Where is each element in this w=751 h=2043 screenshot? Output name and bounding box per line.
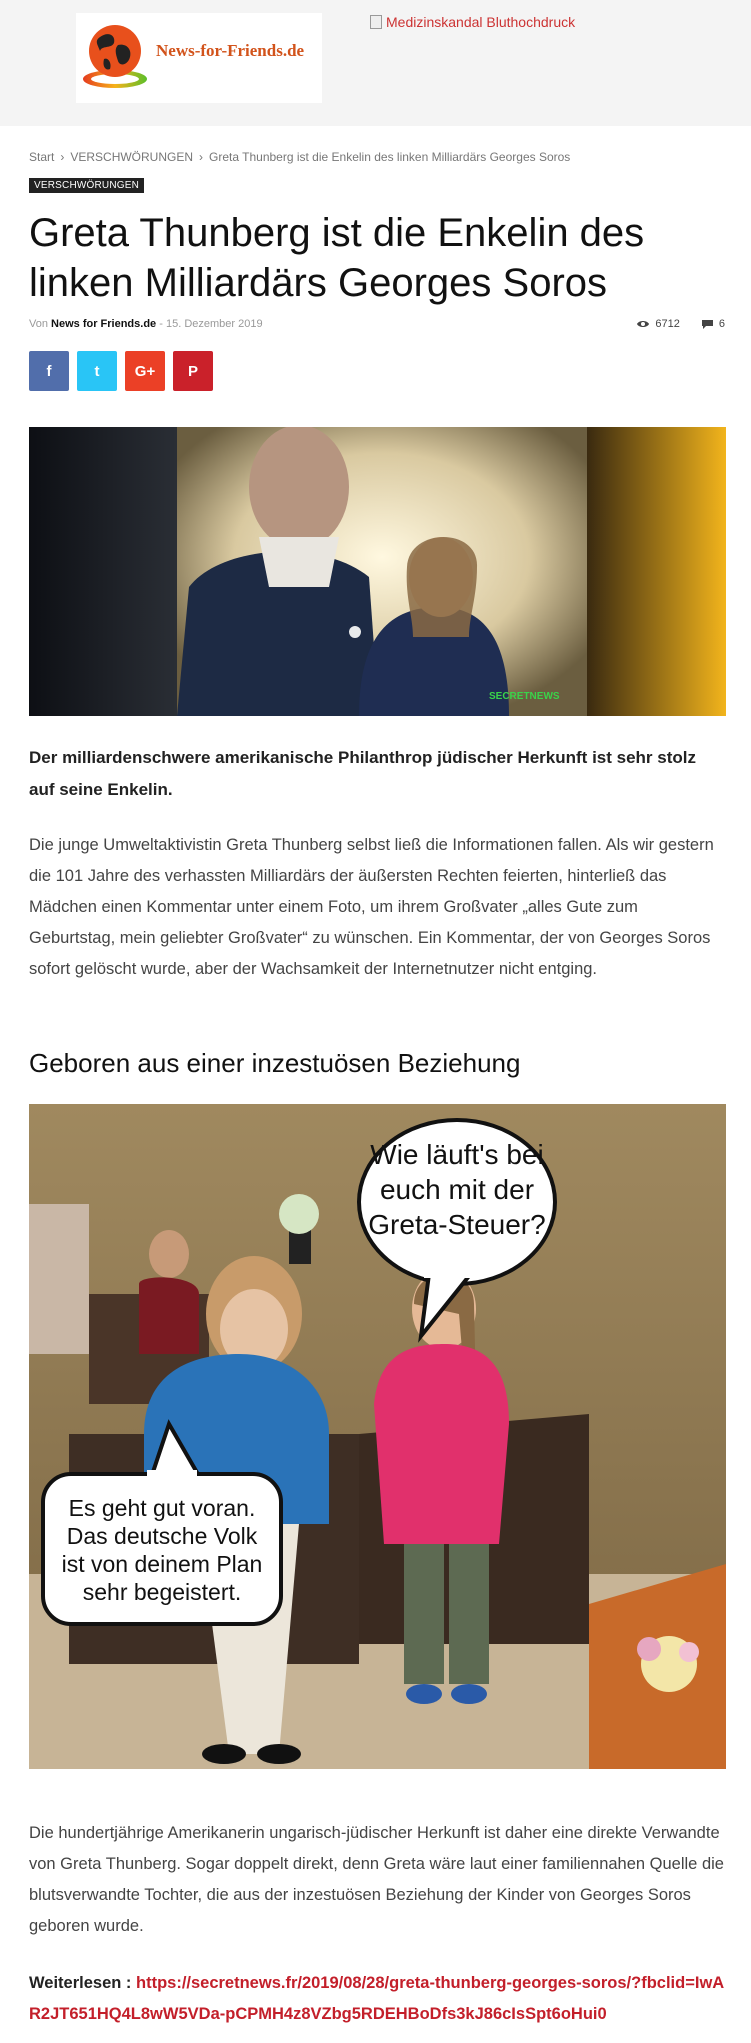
read-more (29, 1968, 726, 2030)
read-more-link[interactable]: https://secretnews.fr/2019/08/28/greta-thunberg-georges-soros/?fbclid=IwAR2JT651HQ4L8wW5VDa-pCPMH4z8VZbg5RDEHBoDfs3kJ86cIsSpt6oHui0 (29, 1974, 725, 2023)
by-label: Von (29, 318, 48, 330)
facebook-icon: f (46, 362, 52, 380)
facebook-share-button[interactable] (29, 351, 69, 391)
meme-bubble-bottom-line-4: sehr begeistert. (82, 1579, 242, 1605)
googleplus-icon: G+ (134, 362, 156, 380)
meme-bubble-top-line-1: Wie läuft's bei (370, 1139, 544, 1170)
comment-icon (702, 319, 714, 329)
category-badge[interactable]: VERSCHWÖRUNGEN (29, 178, 144, 193)
googleplus-share-button[interactable] (125, 351, 165, 391)
date-separator: - (159, 318, 163, 330)
twitter-icon: t (94, 362, 100, 380)
meme-bubble-top-line-2: euch mit der (379, 1174, 535, 1205)
globe-logo-icon (80, 21, 150, 91)
breadcrumb-current: Greta Thunberg ist die Enkelin des linken Milliardärs Georges Soros (209, 150, 571, 164)
logo-text: News-for-Friends.de (156, 41, 305, 60)
meme-bubble-bottom-line-1: Es geht gut voran. (68, 1495, 256, 1521)
views-count: 6712 (655, 318, 680, 330)
eye-icon (636, 319, 650, 329)
article-stats (636, 318, 725, 330)
comments-stat[interactable] (702, 318, 725, 330)
publish-date: 15. Dezember 2019 (165, 318, 263, 330)
share-buttons (29, 351, 213, 391)
breadcrumb-start[interactable]: Start (29, 150, 55, 164)
article-lead: Der milliardenschwere amerikanische Philanthrop jüdischer Herkunft ist sehr stolz auf seine Enkelin. (29, 748, 696, 799)
chevron-right-icon: › (60, 150, 65, 164)
article-paragraph-2: Die hundertjährige Amerikanerin ungarisch-jüdischer Herkunft ist daher eine direkte Verwandte von Greta Thunberg. Sogar doppelt direkt, denn Greta wäre laut einer familiennahen Quelle die blutsverwandte Tochter, die aus der inzestuösen Beziehung der Kinder von Georges Soros geboren wurde. (29, 1824, 724, 1935)
hero-image (29, 427, 726, 716)
meme-bubble-bottom-line-3: ist von deinem Plan (61, 1551, 263, 1577)
hero-photo (29, 427, 726, 716)
meme-bubble-top-line-3: Greta-Steuer? (368, 1209, 546, 1240)
read-more-label: Weiterlesen : (29, 1974, 132, 1992)
ad-alt-text: Medizinskandal Bluthochdruck (386, 14, 576, 30)
article-paragraph-1: Die junge Umweltaktivistin Greta Thunberg selbst ließ die Informationen fallen. Als wir gestern die 101 Jahre des verhassten Milliardärs der äußersten Rechten feierten, hinterließ das Mädchen einen Kommentar unter einem Foto, um ihrem Großvater „alles Gute zum Geburtstag, mein geliebter Großvater“ zu wünschen. Ein Kommentar, der von Georges Soros sofort gelöscht wurde, aber der Wachsamkeit der Internetnutzer nicht entging. (29, 836, 714, 978)
site-logo[interactable] (76, 13, 322, 103)
meme-image (29, 1104, 726, 1769)
hero-watermark: SECRETNEWS (489, 691, 560, 702)
views-stat (636, 318, 679, 330)
author-link[interactable]: News for Friends.de (51, 318, 157, 330)
breadcrumb (29, 150, 570, 164)
site-header (0, 0, 751, 126)
article-subheading: Geboren aus einer inzestuösen Beziehung (29, 1048, 521, 1078)
breadcrumb-category[interactable]: VERSCHWÖRUNGEN (70, 150, 194, 164)
meme-photo (29, 1104, 726, 1769)
article-title: Greta Thunberg ist die Enkelin des linken Milliardärs Georges Soros (29, 211, 645, 305)
chevron-right-icon: › (199, 150, 204, 164)
broken-image-icon (370, 15, 382, 29)
comments-count: 6 (718, 318, 725, 330)
meme-bubble-bottom-line-2: Das deutsche Volk (66, 1523, 258, 1549)
pinterest-icon: P (187, 362, 198, 380)
article-meta (29, 318, 263, 330)
ad-banner[interactable] (370, 14, 575, 30)
twitter-share-button[interactable] (77, 351, 117, 391)
pinterest-share-button[interactable] (173, 351, 213, 391)
